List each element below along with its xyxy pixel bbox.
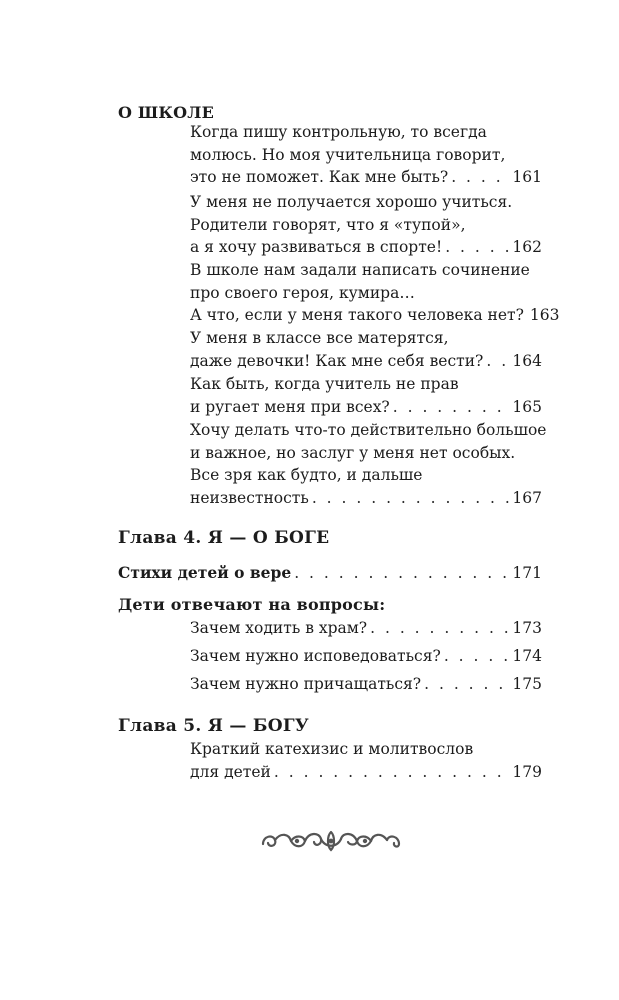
entry-line: и важное, но заслуг у меня нет особых. xyxy=(190,443,516,462)
entry-line: молюсь. Но моя учительница говорит, xyxy=(190,145,506,164)
dot-leader xyxy=(451,166,509,189)
toc-entry[interactable] xyxy=(190,373,542,418)
entry-line: Краткий катехизис и молитвослов xyxy=(190,740,474,758)
entry-title-end: неизвестность xyxy=(190,488,309,507)
entry-last-line xyxy=(190,396,542,419)
page-number: 179 xyxy=(512,762,542,781)
entry-last-line xyxy=(190,166,542,189)
page-number: 171 xyxy=(512,564,542,582)
dot-leader xyxy=(393,396,510,419)
entry-last-line xyxy=(190,673,542,696)
toc-entry[interactable] xyxy=(190,738,542,783)
page-number: 164 xyxy=(512,351,542,370)
toc-entry[interactable] xyxy=(190,419,547,509)
entry-title-end: Зачем нужно причащаться? xyxy=(190,675,422,693)
entry-line: про своего героя, кумира… xyxy=(190,283,415,302)
page-number: 162 xyxy=(512,238,542,256)
dot-leader xyxy=(370,617,509,640)
entry-title-end: Зачем нужно исповедоваться? xyxy=(190,647,441,665)
entry-title-end: и ругает меня при всех? xyxy=(190,397,390,416)
toc-entry[interactable] xyxy=(190,327,542,372)
toc-entry-poems[interactable] xyxy=(118,562,542,585)
dot-leader xyxy=(444,645,510,668)
chapter-4-heading: Глава 4. Я — О БОГЕ xyxy=(118,528,330,548)
page-number: 163 xyxy=(529,306,560,324)
entry-last-line xyxy=(190,617,542,640)
entry-last-line xyxy=(118,562,542,585)
entry-line: Все зря как будто, и дальше xyxy=(190,466,423,484)
entry-title-end: это не поможет. Как мне быть? xyxy=(190,168,449,186)
toc-entry[interactable] xyxy=(190,259,560,327)
entry-last-line xyxy=(190,350,542,373)
page-number: 161 xyxy=(512,168,542,186)
entry-last-line xyxy=(190,761,542,784)
dot-leader xyxy=(274,761,510,784)
page-number: 175 xyxy=(512,675,542,693)
entry-line: У меня не получается хорошо учиться. xyxy=(190,193,513,211)
entry-title-end: даже девочки! Как мне себя вести? xyxy=(190,351,484,370)
toc-entry[interactable] xyxy=(190,191,542,259)
entry-line: У меня в классе все матерятся, xyxy=(190,329,449,347)
page-number: 165 xyxy=(512,397,542,416)
entry-last-line xyxy=(190,487,542,510)
page-number: 173 xyxy=(512,619,542,637)
dot-leader xyxy=(486,350,509,373)
toc-entry[interactable] xyxy=(190,121,542,189)
dot-leader xyxy=(445,236,509,259)
toc-entry[interactable] xyxy=(190,617,542,640)
scroll-flourish-icon xyxy=(259,826,403,856)
entry-title-end: а я хочу развиваться в спорте! xyxy=(190,238,443,256)
entry-title-end: А что, если у меня такого человека нет? xyxy=(190,306,524,324)
entry-line: Родители говорят, что я «тупой», xyxy=(190,215,466,234)
entry-title-end: для детей xyxy=(190,762,271,781)
chapter-5-heading: Глава 5. Я — БОГУ xyxy=(118,716,309,736)
answers-heading: Дети отвечают на вопросы: xyxy=(118,595,386,614)
toc-entry[interactable] xyxy=(190,645,542,668)
toc-entry[interactable] xyxy=(190,673,542,696)
entry-title-end: Стихи детей о вере xyxy=(118,563,292,582)
entry-line: Когда пишу контрольную, то всегда xyxy=(190,123,487,141)
entry-last-line xyxy=(190,236,542,259)
dot-leader xyxy=(424,673,509,696)
entry-line: В школе нам задали написать сочинение xyxy=(190,261,530,279)
dot-leader xyxy=(312,487,510,510)
dot-leader xyxy=(294,562,509,585)
page-number: 174 xyxy=(512,647,542,665)
entry-title-end: Зачем ходить в храм? xyxy=(190,619,368,637)
page-number: 167 xyxy=(512,488,542,507)
entry-last-line xyxy=(190,304,560,327)
entry-last-line xyxy=(190,645,542,668)
entry-line: Как быть, когда учитель не прав xyxy=(190,375,459,393)
section-heading-school: О ШКОЛЕ xyxy=(118,103,215,122)
entry-line: Хочу делать что-то действительно большое xyxy=(190,421,547,439)
